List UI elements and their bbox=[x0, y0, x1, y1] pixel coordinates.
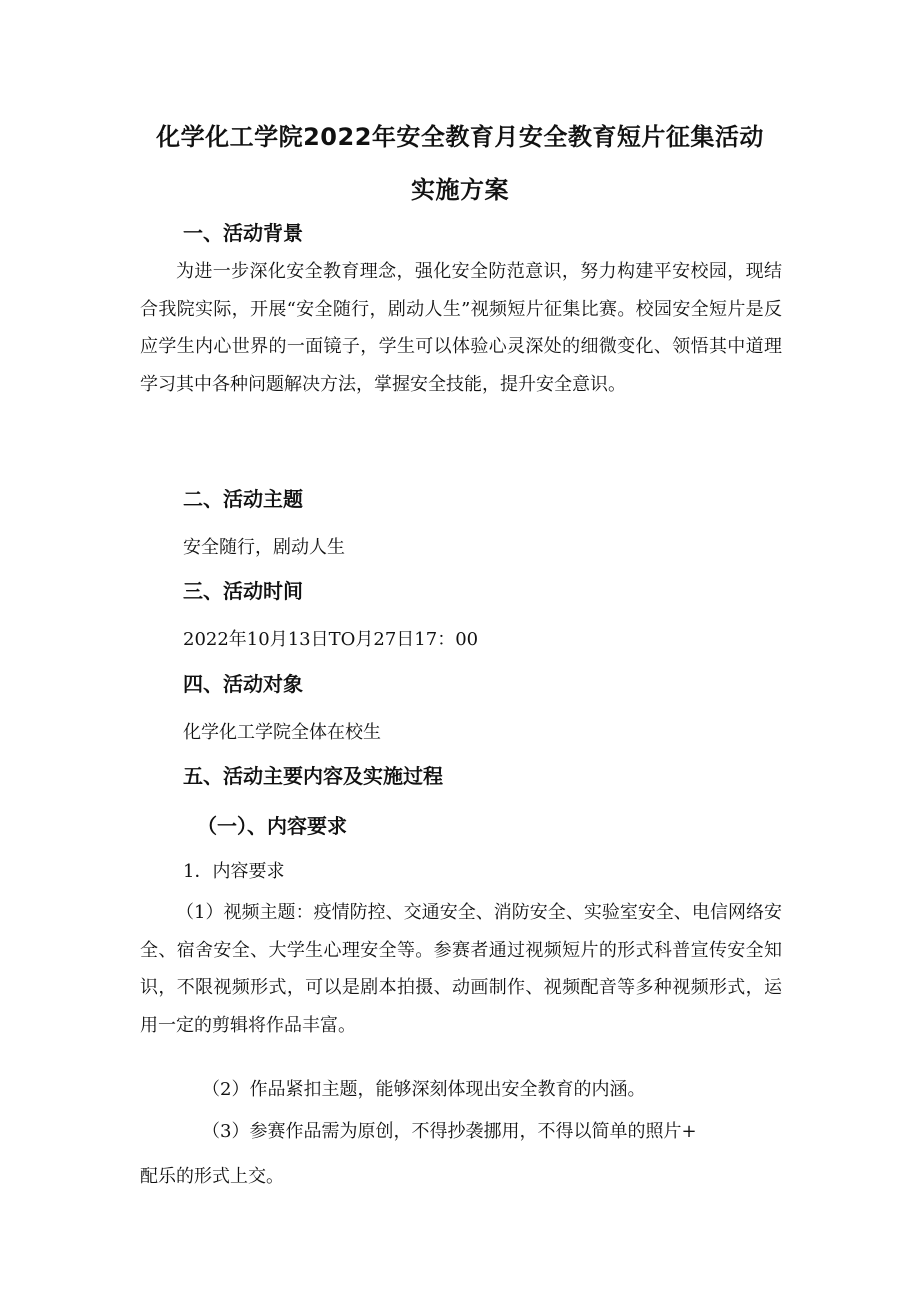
subheading-content-requirements: （一）、内容要求 bbox=[197, 814, 347, 838]
document-title: 化学化工学院2022年安全教育月安全教育短片征集活动 bbox=[156, 123, 764, 151]
theme-text: 安全随行，剧动人生 bbox=[183, 537, 345, 558]
section-heading-content: 五、活动主要内容及实施过程 bbox=[183, 764, 443, 788]
point-1-paragraph: （1）视频主题：疫情防控、交通安全、消防安全、实验室安全、电信网络安全、宿舍安全、大学生心理安全等。参赛者通过视频短片的形式科普宣传安全知识，不限视频形式，可以是剧本拍摄、动画制作、视频配音等多种视频形式，运用一定的剪辑将作品丰富。 bbox=[140, 902, 782, 1036]
document-title-line2: 实施方案 bbox=[411, 176, 509, 204]
background-paragraph: 为进一步深化安全教育理念，强化安全防范意识，努力构建平安校园，现结合我院实际，开展“安全随行，剧动人生”视频短片征集比赛。校园安全短片是反应学生内心世界的一面镜子，学生可以体验心灵深处的细微变化、领悟其中道理学习其中各种问题解决方法，掌握安全技能，提升安全意识。 bbox=[140, 261, 782, 395]
item-title: 1．内容要求 bbox=[183, 861, 285, 882]
point-2-text: （2）作品紧扣主题，能够深刻体现出安全教育的内涵。 bbox=[202, 1079, 646, 1100]
section-heading-time: 三、活动时间 bbox=[183, 579, 303, 603]
time-text: 2022年10月13日TO月27日17：00 bbox=[183, 629, 479, 650]
participants-text: 化学化工学院全体在校生 bbox=[183, 722, 381, 743]
section-heading-background: 一、活动背景 bbox=[183, 221, 303, 245]
section-heading-theme: 二、活动主题 bbox=[183, 487, 303, 511]
point-3-line1: （3）参赛作品需为原创，不得抄袭挪用，不得以简单的照片+ bbox=[202, 1121, 697, 1142]
section-heading-participants: 四、活动对象 bbox=[183, 672, 303, 696]
point-3-line2: 配乐的形式上交。 bbox=[140, 1166, 284, 1187]
